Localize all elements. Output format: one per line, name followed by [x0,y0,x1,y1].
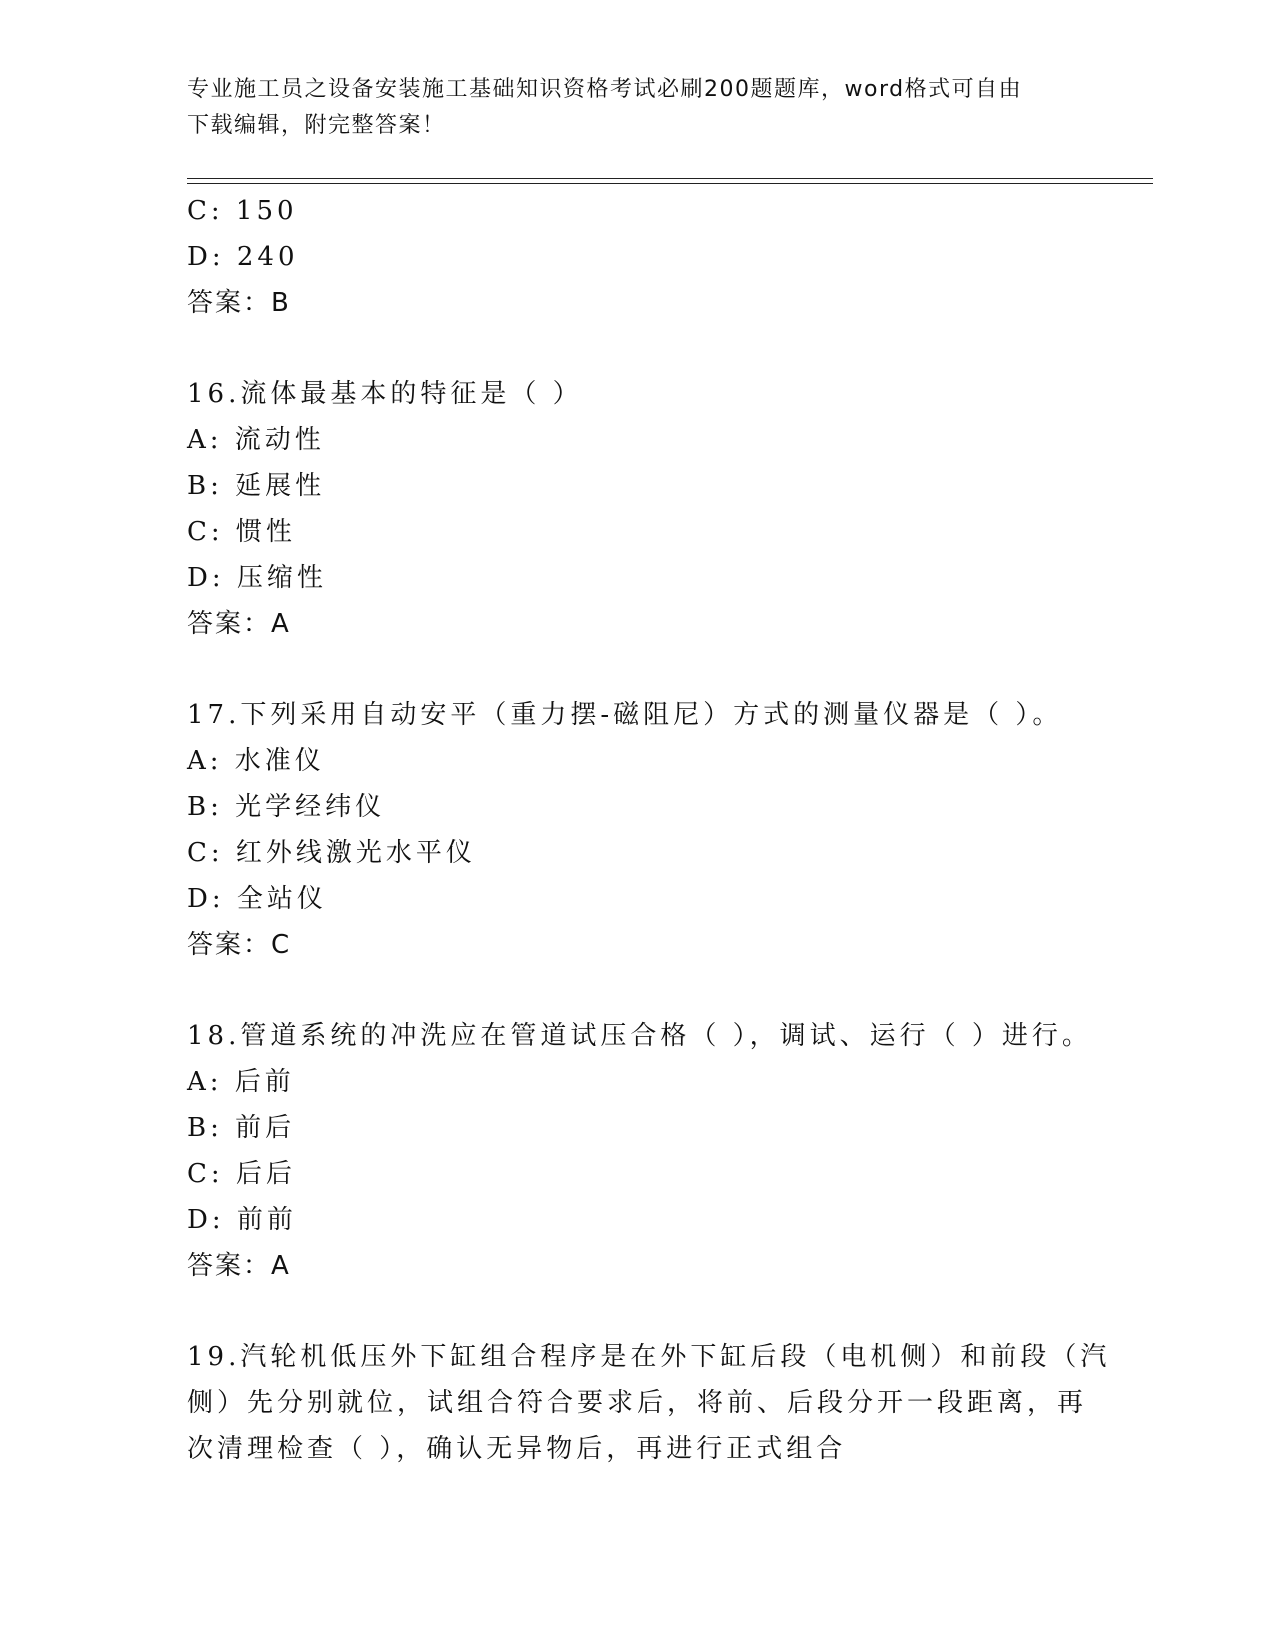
document-header [187,72,1067,144]
option-d: D: 压缩性 [187,563,327,593]
option-a: A: 流动性 [187,425,325,455]
option-b: B: 延展性 [187,471,326,501]
question-stem: 16.流体最基本的特征是（ ） [187,379,583,409]
option-d: D: 全站仪 [187,884,327,914]
question-18 [187,1013,1092,1289]
header-line-1: 专业施工员之设备安装施工基础知识资格考试必刷200题题库，word格式可自由 [187,77,1023,102]
question-stem: 17.下列采用自动安平（重力摆-磁阻尼）方式的测量仪器是（ ）。 [187,700,1063,730]
spacer [187,968,1087,1013]
option-d: D: 240 [187,242,299,272]
question-stem-line-3: 次清理检查（ ），确认无异物后，再进行正式组合 [187,1434,847,1464]
answer-line: 答案：C [187,930,292,960]
option-d: D: 前前 [187,1205,297,1235]
question-15-remainder [187,188,1087,326]
option-b: B: 光学经纬仪 [187,792,386,822]
answer-line: 答案：B [187,288,291,318]
option-c: C: 红外线激光水平仪 [187,838,476,868]
spacer [187,647,1087,692]
header-divider-bottom [187,183,1153,184]
option-c: C: 150 [187,196,298,226]
question-stem-line-2: 侧）先分别就位，试组合符合要求后，将前、后段分开一段距离，再 [187,1388,1088,1418]
spacer [187,1289,1087,1334]
header-divider-top [187,178,1153,179]
header-line-2: 下载编辑，附完整答案！ [187,113,446,138]
option-b: B: 前后 [187,1113,296,1143]
question-17 [187,692,1087,968]
question-list [187,188,1111,1472]
option-c: C: 后后 [187,1159,296,1189]
question-stem-line-1: 19.汽轮机低压外下缸组合程序是在外下缸后段（电机侧）和前段（汽 [187,1342,1111,1372]
option-c: C: 惯性 [187,517,296,547]
answer-line: 答案：A [187,1251,291,1281]
question-16 [187,371,1087,647]
spacer [187,326,1087,371]
option-a: A: 后前 [187,1067,295,1097]
answer-line: 答案：A [187,609,291,639]
option-a: A: 水准仪 [187,746,325,776]
question-stem: 18.管道系统的冲洗应在管道试压合格（ ），调试、运行（ ）进行。 [187,1021,1092,1051]
question-19 [187,1334,1111,1472]
